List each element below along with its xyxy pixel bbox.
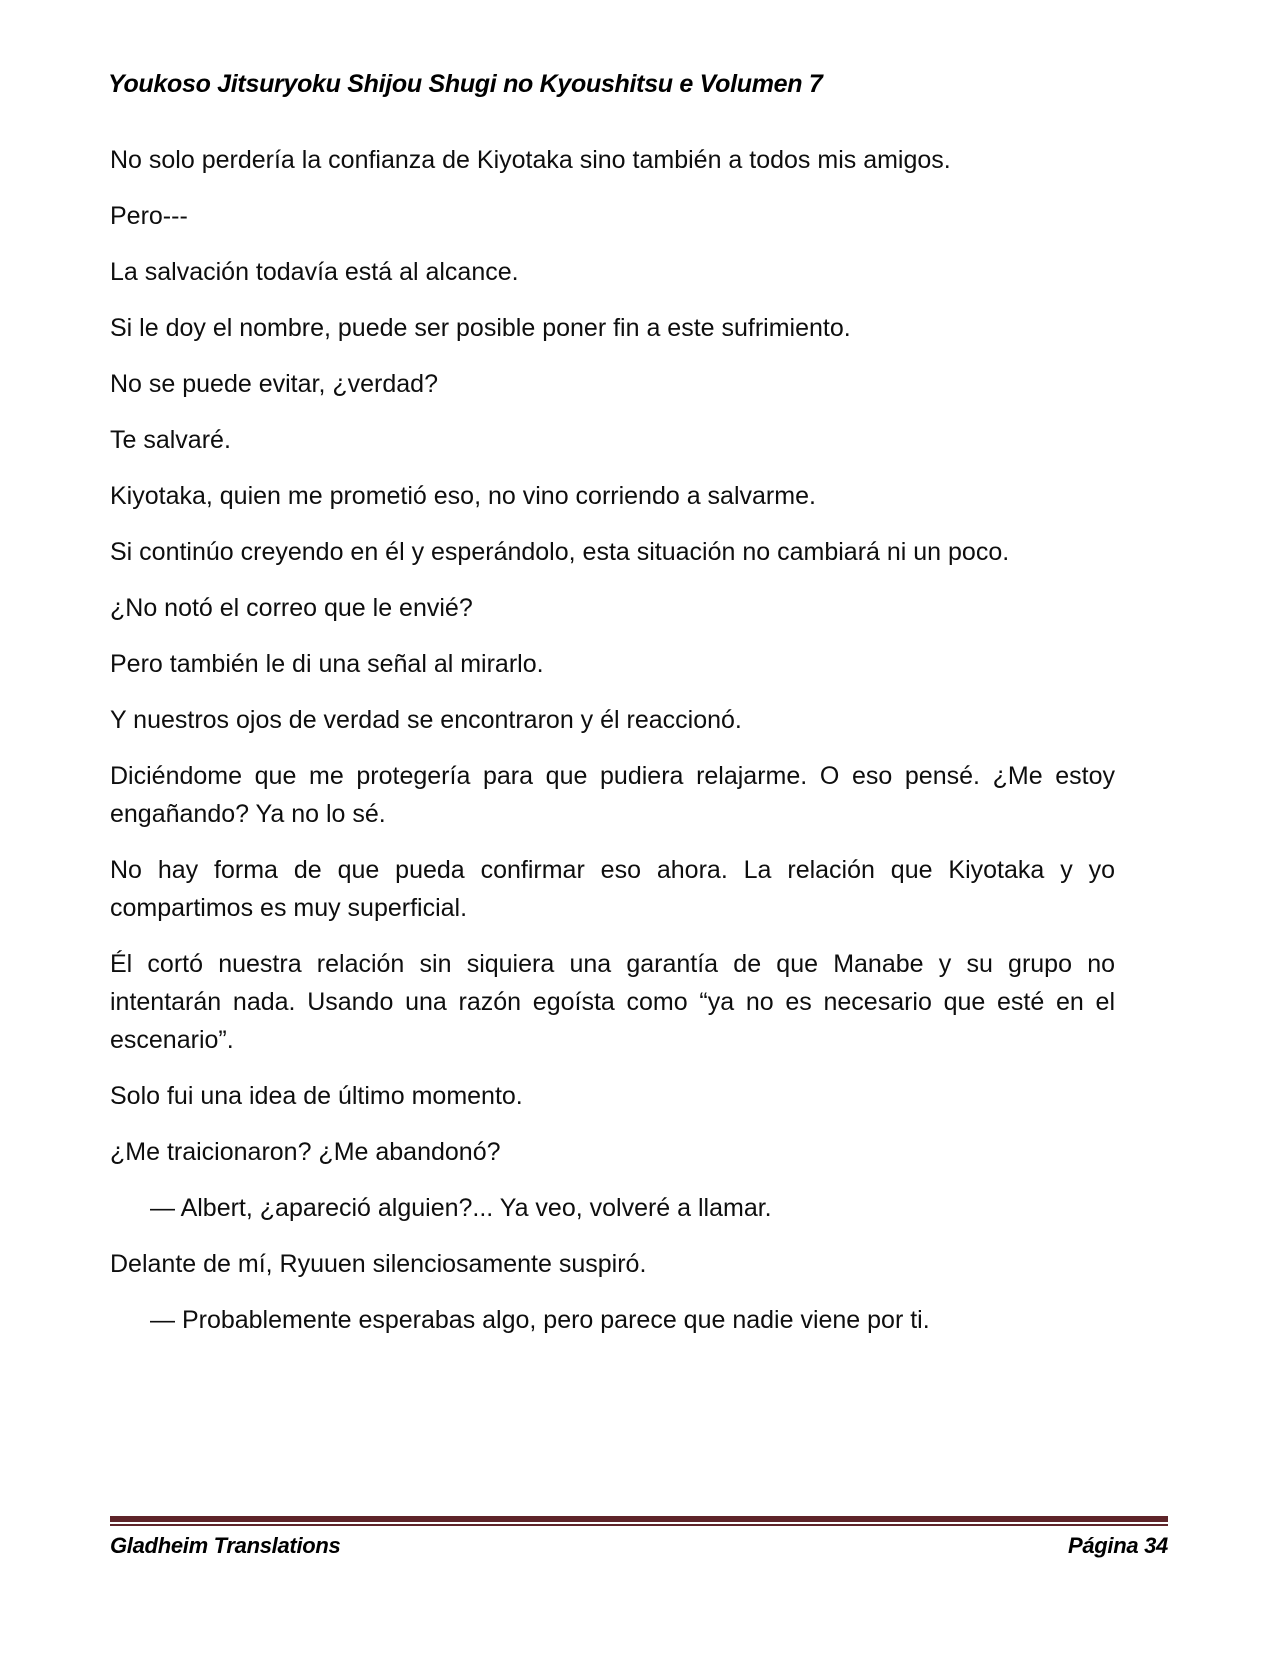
footer-text-row (110, 1533, 1168, 1559)
paragraph: Te salvaré. (110, 426, 231, 454)
paragraph: Y nuestros ojos de verdad se encontraron y él reaccionó. (110, 706, 742, 734)
body-text (110, 141, 1115, 1357)
paragraph: Kiyotaka, quien me prometió eso, no vino corriendo a salvarme. (110, 482, 816, 510)
paragraph: La salvación todavía está al alcance. (110, 258, 519, 286)
paragraph-dialogue: — Albert, ¿apareció alguien?... Ya veo, volveré a llamar. (150, 1194, 772, 1222)
page-header (108, 70, 1170, 99)
footer-rule-thick (110, 1516, 1168, 1522)
paragraph: No solo perdería la confianza de Kiyotaka sino también a todos mis amigos. (110, 146, 951, 174)
paragraph: ¿Me traicionaron? ¿Me abandonó? (110, 1138, 501, 1166)
paragraph: Si le doy el nombre, puede ser posible poner fin a este sufrimiento. (110, 314, 851, 342)
footer-rule-thin (110, 1524, 1168, 1526)
footer-translator-name: Gladheim Translations (110, 1533, 341, 1558)
header-title: Youkoso Jitsuryoku Shijou Shugi no Kyoushitsu e Volumen 7 (108, 70, 823, 98)
paragraph-dialogue: — Probablemente esperabas algo, pero parece que nadie viene por ti. (150, 1306, 930, 1334)
paragraph: Diciéndome que me protegería para que pudiera relajarme. O eso pensé. ¿Me estoy engañando? Ya no lo sé. (110, 762, 1115, 828)
paragraph: Pero--- (110, 202, 188, 230)
paragraph: Solo fui una idea de último momento. (110, 1082, 523, 1110)
paragraph: Pero también le di una señal al mirarlo. (110, 650, 544, 678)
page-footer (110, 1516, 1168, 1559)
paragraph: Si continúo creyendo en él y esperándolo, esta situación no cambiará ni un poco. (110, 538, 1010, 566)
paragraph: Él cortó nuestra relación sin siquiera una garantía de que Manabe y su grupo no intentarán nada. Usando una razón egoísta como “ya no es necesario que esté en el escenario”. (110, 950, 1115, 1054)
paragraph: Delante de mí, Ryuuen silenciosamente suspiró. (110, 1250, 647, 1278)
paragraph: No se puede evitar, ¿verdad? (110, 370, 438, 398)
paragraph: No hay forma de que pueda confirmar eso ahora. La relación que Kiyotaka y yo compartimos es muy superficial. (110, 856, 1115, 922)
footer-page-number: Página 34 (1067, 1533, 1168, 1558)
paragraph: ¿No notó el correo que le envié? (110, 594, 473, 622)
